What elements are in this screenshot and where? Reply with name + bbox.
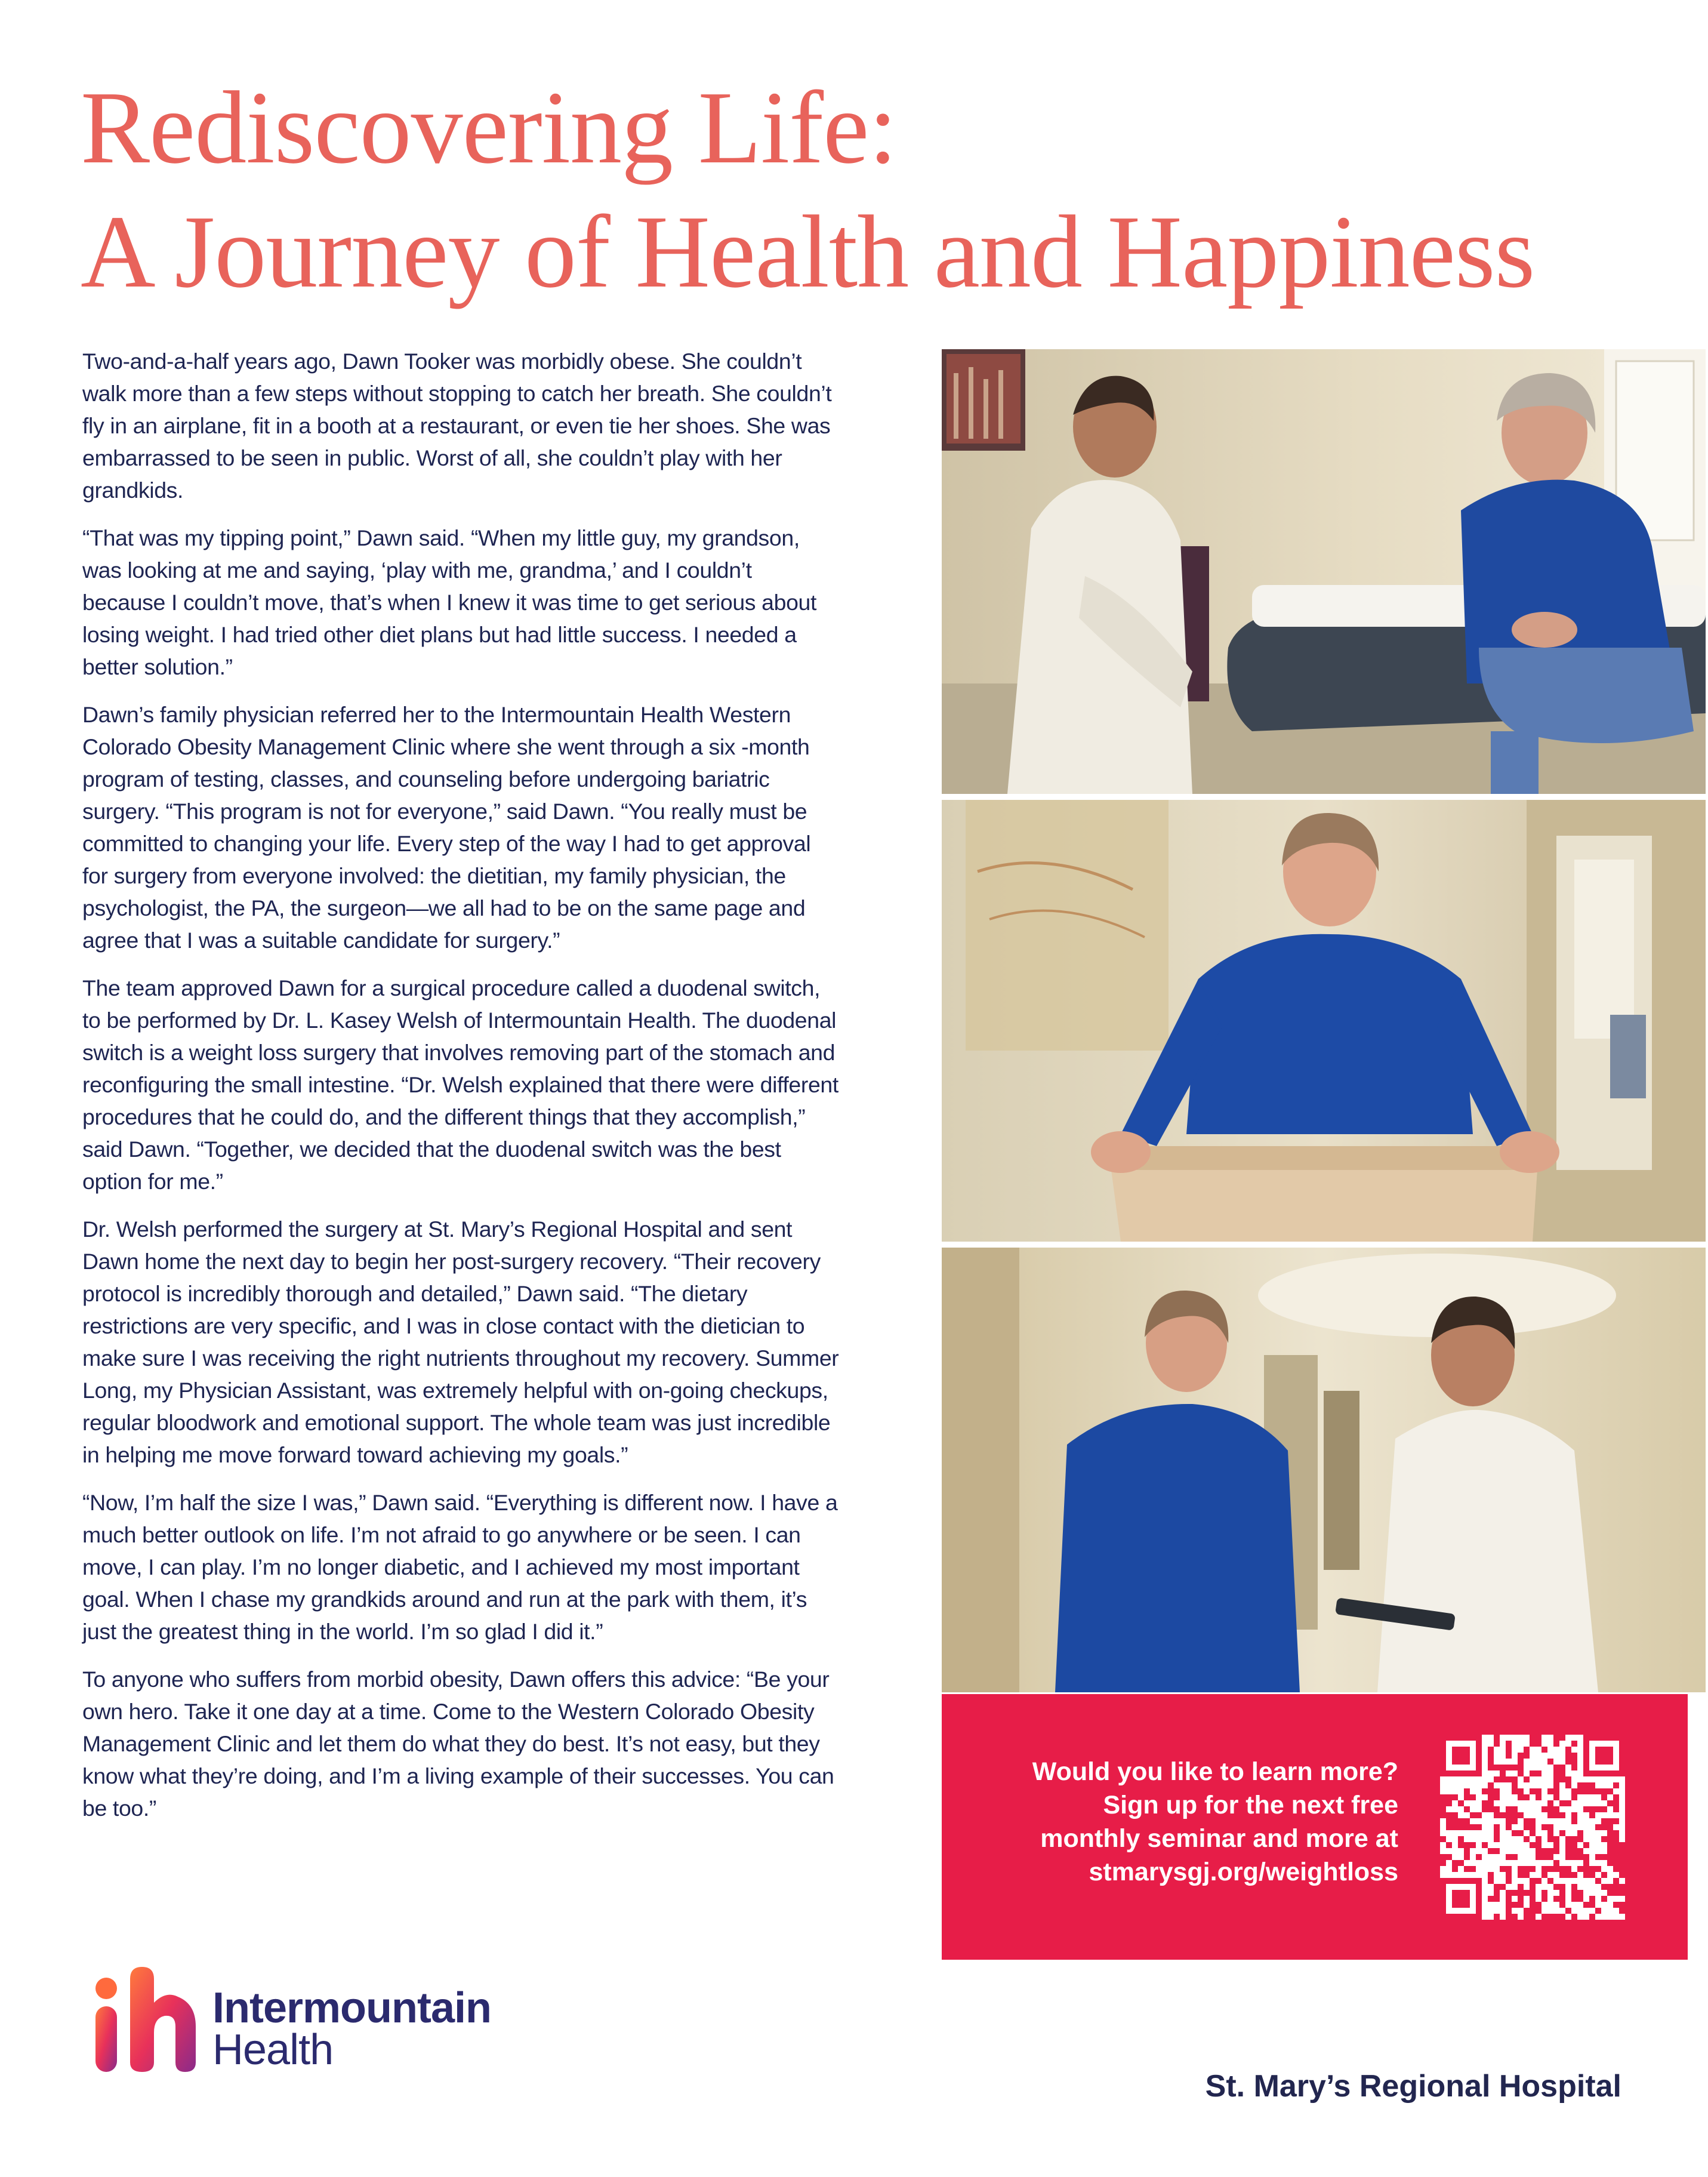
cta-line-1: Would you like to learn more?: [1032, 1757, 1398, 1786]
article-paragraph: “Now, I’m half the size I was,” Dawn said. “Everything is different now. I have a much better outlook on life. I’m not afraid to go anywhere or be seen. I can move, I can play. I’m no longer diabetic, and I achieved my most important goal. When I chase my grandkids around and run at the park with them, it’s just the greatest thing in the world. I’m so glad I did it.”: [82, 1490, 838, 1644]
headline-line-2: A Journey of Health and Happiness: [81, 194, 1535, 309]
headline: [81, 66, 1662, 314]
intermountain-health-logo: [82, 1967, 530, 2074]
cta-text: [942, 1755, 1398, 1910]
photo-hallway-walk: [942, 1248, 1706, 1692]
photo-exam-room-illustration: [942, 349, 1706, 794]
photo-before-after-pants: [942, 800, 1706, 1242]
cta-banner: [942, 1694, 1688, 1960]
article-paragraph: Two-and-a-half years ago, Dawn Tooker was morbidly obese. She couldn’t walk more than a few steps without stopping to catch her breath. She couldn’t fly in an airplane, fit in a booth at a restaurant, or even tie her shoes. She was embarrassed to be seen in public. Worst of all, she couldn’t play with her grandkids.: [82, 349, 832, 503]
article-paragraph: To anyone who suffers from morbid obesity, Dawn offers this advice: “Be your own hero. Take it one day at a time. Come to the Western Colorado Obesity Management Clinic and let them do what they do best. It’s not easy, but they know what they’re doing, and I’m a living example of their successes. You can be too.”: [82, 1667, 834, 1821]
article-paragraph: The team approved Dawn for a surgical procedure called a duodenal switch, to be performed by Dr. L. Kasey Welsh of Intermountain Health. The duodenal switch is a weight loss surgery that involves removing part of the stomach and reconfiguring the small intestine. “Dr. Welsh explained that there were different procedures that he could do, and the different things that they accomplish,” said Dawn. “Together, we decided that the duodenal switch was the best option for me.”: [82, 975, 838, 1194]
photo-before-after-illustration: [942, 800, 1706, 1242]
photo-hallway-illustration: [942, 1248, 1706, 1692]
cta-line-2: Sign up for the next free: [1103, 1791, 1398, 1819]
article-paragraph: Dr. Welsh performed the surgery at St. Mary’s Regional Hospital and sent Dawn home the next day to begin her post-surgery recovery. “Their recovery protocol is incredibly thorough and detailed,” Dawn said. “The dietary restrictions are very specific, and I was in close contact with the dietician to make sure I was receiving the right nutrients throughout my recovery. Summer Long, my Physician Assistant, was extremely helpful with on-going checkups, regular bloodwork and emotional support. The whole team was just incredible in helping me move forward toward achieving my goals.”: [82, 1217, 839, 1467]
article-body: [82, 345, 840, 1840]
qr-code-icon[interactable]: [1440, 1735, 1625, 1920]
logo-line-2: Health: [212, 2026, 334, 2074]
qr-code-graphic: [1440, 1735, 1625, 1920]
cta-line-3: monthly seminar and more at: [1040, 1824, 1398, 1853]
hospital-name: St. Mary’s Regional Hospital: [1205, 2069, 1621, 2104]
cta-url[interactable]: stmarysgj.org/weightloss: [1089, 1858, 1398, 1886]
logo-wordmark: [212, 1984, 491, 2074]
photo-exam-room: [942, 349, 1706, 794]
article-paragraph: Dawn’s family physician referred her to the Intermountain Health Western Colorado Obesity Management Clinic where she went through a six -month program of testing, classes, and counseling before undergoing bariatric surgery. “This program is not for everyone,” said Dawn. “You really must be committed to changing your life. Every step of the way I had to get approval for surgery from everyone involved: the dietitian, my family physician, the psychologist, the PA, the surgeon—we all had to be on the same page and agree that I was a suitable candidate for surgery.”: [82, 702, 811, 953]
headline-line-1: Rediscovering Life:: [81, 70, 897, 185]
intermountain-logo-mark: [82, 1967, 202, 2074]
article-paragraph: “That was my tipping point,” Dawn said. “When my little guy, my grandson, was looking at me and saying, ‘play with me, grandma,’ and I couldn’t because I couldn’t move, that’s when I knew it was time to get serious about losing weight. I had tried other diet plans but had little success. I needed a better solution.”: [82, 525, 817, 679]
logo-line-1: Intermountain: [212, 1984, 491, 2032]
